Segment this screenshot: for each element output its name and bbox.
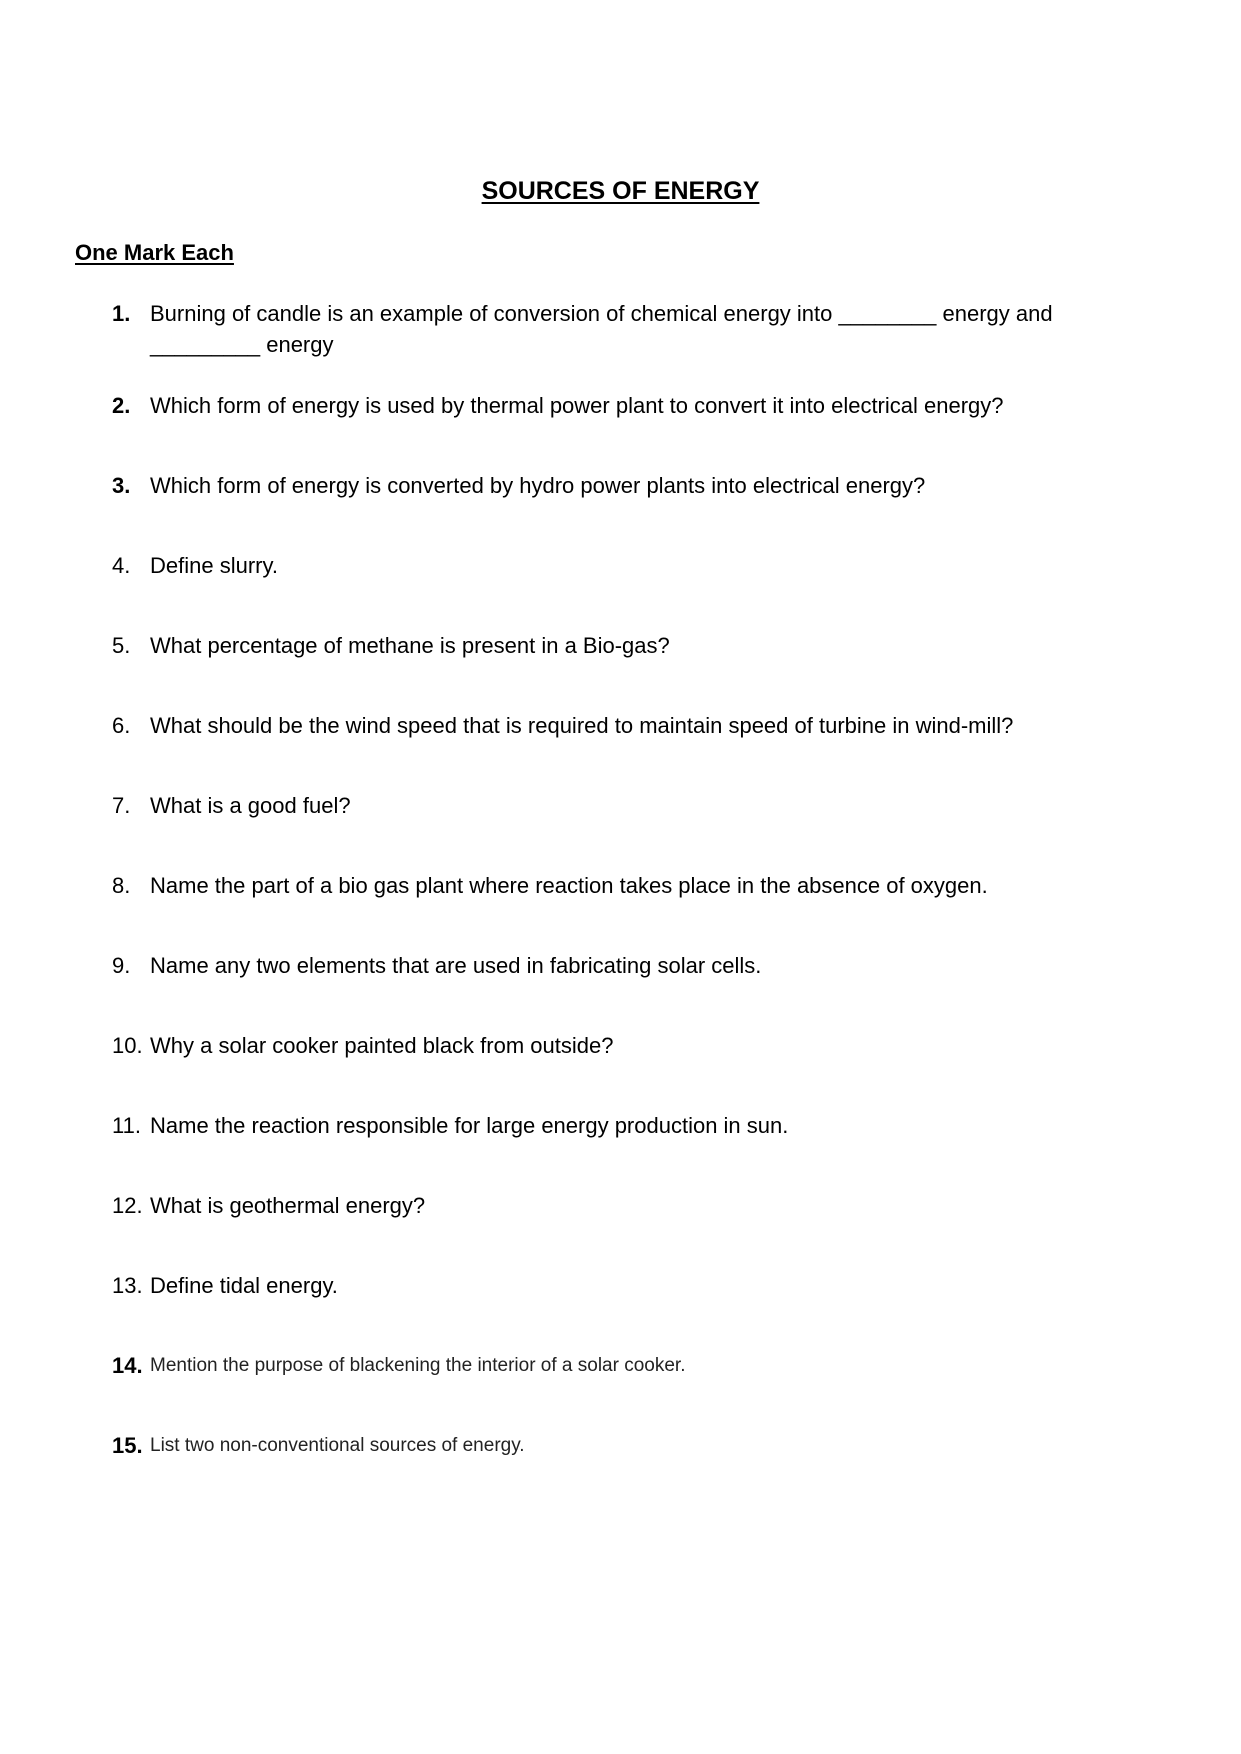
question-11 bbox=[112, 1110, 1132, 1141]
question-number: 12. bbox=[112, 1193, 143, 1218]
question-number: 7. bbox=[112, 793, 131, 818]
question-number: 6. bbox=[112, 713, 131, 738]
question-13 bbox=[112, 1270, 1132, 1301]
question-number: 14. bbox=[112, 1353, 143, 1378]
question-number: 2. bbox=[112, 393, 131, 418]
question-number: 9. bbox=[112, 953, 131, 978]
question-text: Which form of energy is used by thermal power plant to convert it into electrical energy? bbox=[150, 393, 1004, 418]
question-3 bbox=[112, 470, 1132, 501]
question-number: 10. bbox=[112, 1033, 143, 1058]
question-text: What should be the wind speed that is required to maintain speed of turbine in wind-mill? bbox=[150, 713, 1014, 738]
section-heading: One Mark Each bbox=[75, 240, 234, 265]
question-10 bbox=[112, 1030, 1132, 1061]
question-text: Define slurry. bbox=[150, 553, 278, 578]
question-text: Why a solar cooker painted black from outside? bbox=[150, 1033, 614, 1058]
question-4 bbox=[112, 550, 1132, 581]
question-5 bbox=[112, 630, 1132, 661]
question-text: What is a good fuel? bbox=[150, 793, 351, 818]
question-text: Name the part of a bio gas plant where reaction takes place in the absence of oxygen. bbox=[150, 873, 988, 898]
question-15 bbox=[112, 1430, 1132, 1461]
question-7 bbox=[112, 790, 1132, 821]
question-1 bbox=[112, 298, 1132, 360]
question-14 bbox=[112, 1350, 1132, 1381]
question-12 bbox=[112, 1190, 1132, 1221]
question-number: 5. bbox=[112, 633, 131, 658]
question-number: 11. bbox=[112, 1113, 141, 1138]
question-text: List two non-conventional sources of energy. bbox=[150, 1435, 525, 1456]
question-9 bbox=[112, 950, 1132, 981]
question-text: Define tidal energy. bbox=[150, 1273, 338, 1298]
question-text: Name any two elements that are used in fabricating solar cells. bbox=[150, 953, 762, 978]
question-text: Name the reaction responsible for large energy production in sun. bbox=[150, 1113, 789, 1138]
question-text: What is geothermal energy? bbox=[150, 1193, 426, 1218]
question-text: What percentage of methane is present in a Bio-gas? bbox=[150, 633, 670, 658]
question-number: 15. bbox=[112, 1433, 143, 1458]
question-number: 1. bbox=[112, 301, 131, 326]
question-8 bbox=[112, 870, 1132, 901]
page-title: SOURCES OF ENERGY bbox=[481, 177, 760, 205]
question-2 bbox=[112, 390, 1132, 421]
question-text: Which form of energy is converted by hydro power plants into electrical energy? bbox=[150, 473, 926, 498]
question-number: 4. bbox=[112, 553, 131, 578]
question-number: 3. bbox=[112, 473, 131, 498]
question-text: Burning of candle is an example of conversion of chemical energy into ________ energy and _________ energy bbox=[150, 301, 1053, 357]
question-number: 13. bbox=[112, 1273, 143, 1298]
question-number: 8. bbox=[112, 873, 131, 898]
question-text: Mention the purpose of blackening the interior of a solar cooker. bbox=[150, 1355, 686, 1376]
question-6 bbox=[112, 710, 1132, 741]
